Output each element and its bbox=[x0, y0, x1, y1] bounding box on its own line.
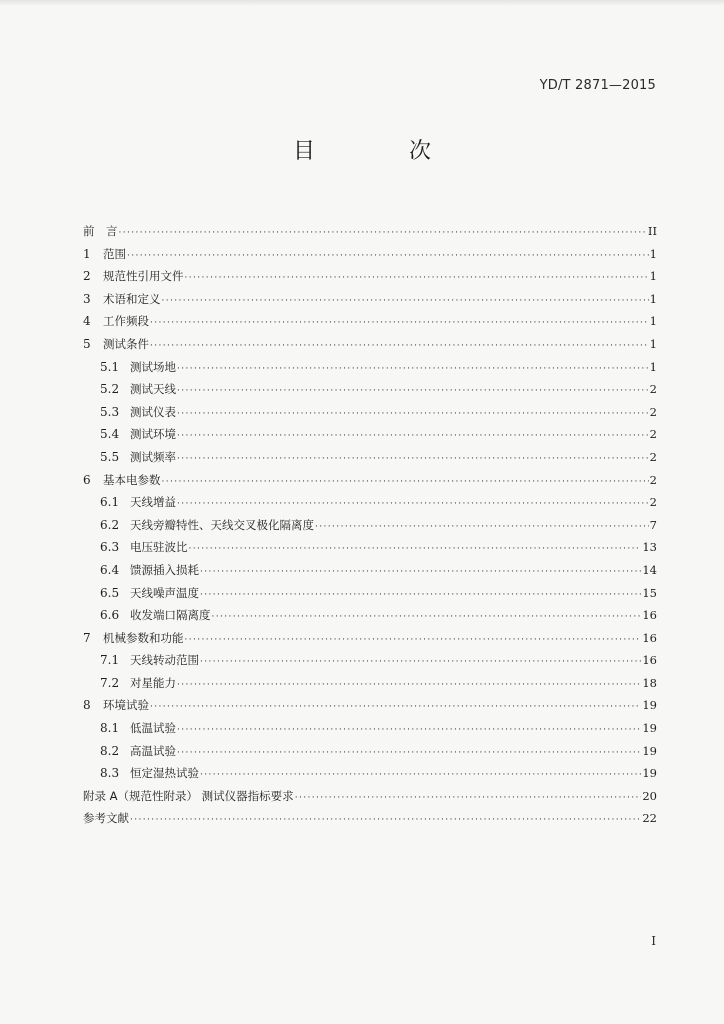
toc-entry-label: 测试场地 bbox=[130, 359, 176, 374]
toc-entry-label: 天线增益 bbox=[130, 495, 176, 510]
toc-entry-page: 16 bbox=[642, 608, 657, 623]
toc-entry-label: 环境试验 bbox=[103, 698, 149, 713]
toc-leader-dots bbox=[200, 651, 641, 674]
toc-entry[interactable] bbox=[83, 785, 657, 808]
toc-entry-label: 高温试验 bbox=[130, 743, 176, 758]
toc-entry[interactable] bbox=[83, 401, 657, 424]
toc-leader-dots bbox=[162, 471, 649, 494]
toc-leader-dots bbox=[185, 629, 642, 652]
toc-entry-page: 15 bbox=[642, 585, 657, 600]
toc-entry-page: 18 bbox=[642, 675, 657, 690]
toc-leader-dots bbox=[177, 493, 649, 516]
scan-edge bbox=[0, 0, 724, 6]
toc-entry-page: 1 bbox=[649, 314, 657, 329]
toc-entry-page: 19 bbox=[642, 766, 657, 781]
toc-entry-page: 2 bbox=[649, 427, 657, 442]
toc-entry[interactable] bbox=[83, 288, 657, 311]
toc-entry-number: 6 bbox=[83, 472, 91, 487]
toc-entry-page: 1 bbox=[649, 269, 657, 284]
page-title: 目 次 bbox=[292, 139, 467, 164]
toc-entry-page: 20 bbox=[642, 788, 657, 803]
toc-entry-label: 附录 A（规范性附录） 测试仪器指标要求 bbox=[83, 788, 294, 803]
toc-leader-dots bbox=[127, 245, 649, 268]
toc-entry-page: 22 bbox=[642, 811, 657, 826]
toc-entry-page: 19 bbox=[642, 721, 657, 736]
toc-entry-label: 测试频率 bbox=[130, 449, 176, 464]
toc-entry-label: 测试天线 bbox=[130, 382, 176, 397]
toc-entry-number: 7 bbox=[83, 630, 91, 645]
toc-entry[interactable] bbox=[83, 356, 657, 379]
toc-entry-page: 16 bbox=[642, 653, 657, 668]
toc-leader-dots bbox=[200, 584, 641, 607]
toc-leader-dots bbox=[189, 538, 642, 561]
toc-leader-dots bbox=[177, 448, 649, 471]
toc-entry-label: 低温试验 bbox=[130, 721, 176, 736]
toc-entry-page: 2 bbox=[649, 404, 657, 419]
toc-entry-page: 2 bbox=[649, 472, 657, 487]
standard-code: YD/T 2871—2015 bbox=[539, 78, 656, 93]
toc-entry[interactable] bbox=[83, 378, 657, 401]
toc-leader-dots bbox=[200, 764, 641, 787]
toc-entry[interactable] bbox=[83, 243, 657, 266]
toc-entry[interactable] bbox=[83, 694, 657, 717]
toc-entry-label: 范围 bbox=[103, 246, 126, 261]
toc-entry-label: 术语和定义 bbox=[103, 291, 161, 306]
toc-entry-number: 6.5 bbox=[100, 585, 120, 600]
toc-entry-page: 2 bbox=[649, 449, 657, 464]
toc-leader-dots bbox=[185, 267, 649, 290]
toc-entry[interactable] bbox=[83, 265, 657, 288]
toc-entry-number: 5 bbox=[83, 336, 91, 351]
toc-entry[interactable] bbox=[83, 446, 657, 469]
toc-leader-dots bbox=[315, 516, 649, 539]
toc-entry-label: 天线旁瓣特性、天线交叉极化隔离度 bbox=[130, 517, 314, 532]
toc-entry-page: 16 bbox=[642, 630, 657, 645]
toc-entry-page: 1 bbox=[649, 246, 657, 261]
toc-entry[interactable] bbox=[83, 333, 657, 356]
toc-entry-number: 6.2 bbox=[100, 517, 120, 532]
toc-entry-number: 8 bbox=[83, 698, 91, 713]
toc-leader-dots bbox=[150, 696, 641, 719]
toc-entry-number: 6.1 bbox=[100, 495, 120, 510]
toc-entry-number: 2 bbox=[83, 269, 91, 284]
toc-entry-page: II bbox=[647, 224, 657, 238]
toc-entry-page: 2 bbox=[649, 382, 657, 397]
toc-entry-number: 8.1 bbox=[100, 721, 120, 736]
toc-entry-label: 前 言 bbox=[83, 224, 118, 238]
toc-leader-dots bbox=[150, 335, 649, 358]
toc-entry-page: 19 bbox=[642, 743, 657, 758]
toc-entry[interactable] bbox=[83, 672, 657, 695]
toc-entry-page: 19 bbox=[642, 698, 657, 713]
toc-entry-number: 6.6 bbox=[100, 608, 120, 623]
toc-leader-dots bbox=[119, 222, 647, 245]
toc-entry[interactable] bbox=[83, 469, 657, 492]
toc-entry-label: 基本电参数 bbox=[103, 472, 161, 487]
toc-entry-page: 1 bbox=[649, 359, 657, 374]
toc-entry[interactable] bbox=[83, 220, 657, 243]
toc-entry-number: 7.2 bbox=[100, 675, 120, 690]
toc-entry[interactable] bbox=[83, 807, 657, 830]
toc-entry-label: 天线转动范围 bbox=[130, 653, 199, 668]
toc-leader-dots bbox=[150, 312, 649, 335]
toc-entry-label: 工作频段 bbox=[103, 314, 149, 329]
toc-entry-label: 对星能力 bbox=[130, 675, 176, 690]
toc-entry[interactable] bbox=[83, 582, 657, 605]
toc-leader-dots bbox=[177, 403, 649, 426]
toc-entry-label: 电压驻波比 bbox=[130, 540, 188, 555]
toc-leader-dots bbox=[212, 606, 642, 629]
toc-entry-label: 测试仪表 bbox=[130, 404, 176, 419]
toc-leader-dots bbox=[177, 425, 649, 448]
toc-leader-dots bbox=[177, 674, 641, 697]
toc-entry[interactable] bbox=[83, 491, 657, 514]
toc-entry[interactable] bbox=[83, 514, 657, 537]
toc-entry[interactable] bbox=[83, 649, 657, 672]
toc-entry-page: 7 bbox=[649, 517, 657, 532]
toc-entry-page: 2 bbox=[649, 495, 657, 510]
toc-entry[interactable] bbox=[83, 604, 657, 627]
toc-entry[interactable] bbox=[83, 310, 657, 333]
toc-entry[interactable] bbox=[83, 717, 657, 740]
toc-leader-dots bbox=[177, 358, 649, 381]
toc-entry-label: 天线噪声温度 bbox=[130, 585, 199, 600]
toc-entry-label: 规范性引用文件 bbox=[103, 269, 184, 284]
toc-entry[interactable] bbox=[83, 536, 657, 559]
toc-entry-number: 8.2 bbox=[100, 743, 120, 758]
toc-leader-dots bbox=[177, 380, 649, 403]
toc-entry[interactable] bbox=[83, 423, 657, 446]
toc-entry-number: 5.4 bbox=[100, 427, 120, 442]
toc-entry-number: 3 bbox=[83, 291, 91, 306]
toc-entry-page: 1 bbox=[649, 291, 657, 306]
toc-leader-dots bbox=[162, 290, 649, 313]
toc-entry-label: 馈源插入损耗 bbox=[130, 562, 199, 577]
table-of-contents bbox=[83, 220, 657, 830]
page-number: I bbox=[651, 934, 656, 948]
toc-entry-number: 6.3 bbox=[100, 540, 120, 555]
toc-entry[interactable] bbox=[83, 740, 657, 763]
toc-leader-dots bbox=[177, 719, 641, 742]
toc-entry-number: 8.3 bbox=[100, 766, 120, 781]
toc-leader-dots bbox=[295, 787, 642, 810]
toc-leader-dots bbox=[200, 561, 641, 584]
toc-entry-number: 5.1 bbox=[100, 359, 120, 374]
toc-entry-number: 1 bbox=[83, 246, 91, 261]
toc-entry-number: 6.4 bbox=[100, 562, 120, 577]
toc-entry-number: 5.5 bbox=[100, 449, 120, 464]
toc-entry-page: 1 bbox=[649, 336, 657, 351]
toc-entry-label: 收发端口隔离度 bbox=[130, 608, 211, 623]
toc-entry-page: 13 bbox=[642, 540, 657, 555]
toc-entry[interactable] bbox=[83, 627, 657, 650]
toc-entry-page: 14 bbox=[642, 562, 657, 577]
toc-entry-label: 机械参数和功能 bbox=[103, 630, 184, 645]
toc-entry[interactable] bbox=[83, 762, 657, 785]
toc-entry-number: 5.3 bbox=[100, 404, 120, 419]
toc-entry-number: 5.2 bbox=[100, 382, 120, 397]
toc-entry[interactable] bbox=[83, 559, 657, 582]
toc-entry-label: 恒定湿热试验 bbox=[130, 766, 199, 781]
toc-entry-label: 测试条件 bbox=[103, 336, 149, 351]
toc-entry-number: 7.1 bbox=[100, 653, 120, 668]
toc-entry-label: 参考文献 bbox=[83, 811, 129, 826]
toc-leader-dots bbox=[130, 809, 641, 832]
toc-leader-dots bbox=[177, 742, 641, 765]
toc-entry-number: 4 bbox=[83, 314, 91, 329]
toc-entry-label: 测试环境 bbox=[130, 427, 176, 442]
